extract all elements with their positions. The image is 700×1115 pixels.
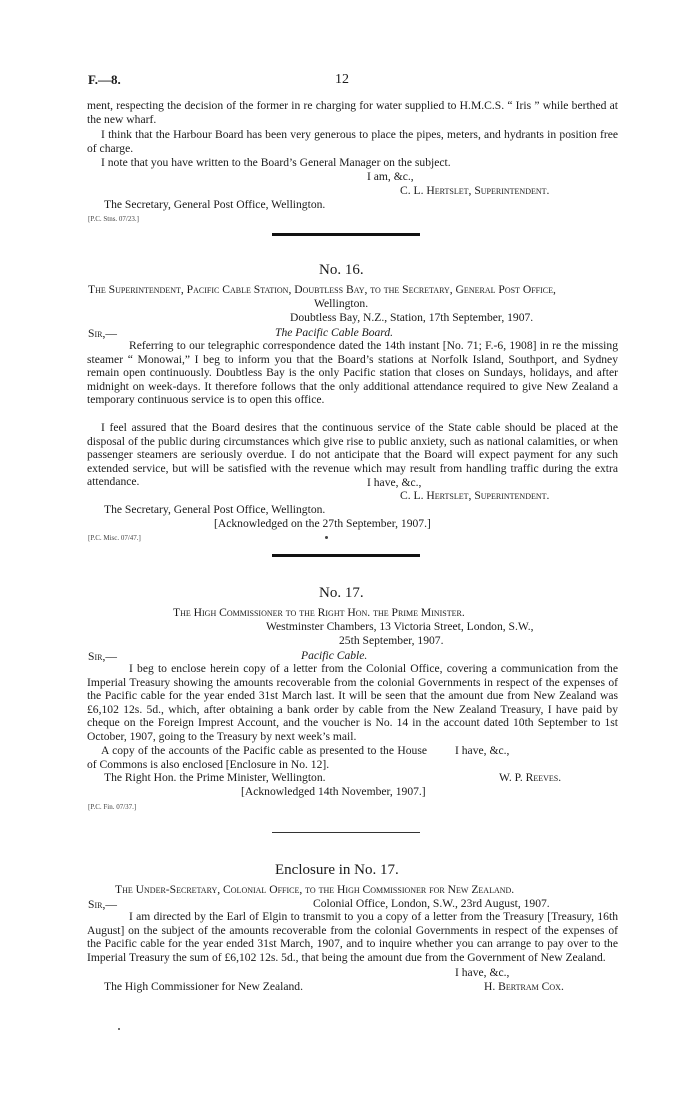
signature: C. L. Hertslet, Superintendent. — [400, 489, 550, 502]
paragraph: I note that you have written to the Board’s General Manager on the subject. — [101, 156, 451, 169]
subject: The Pacific Cable Board. — [275, 326, 394, 339]
addressee: The High Commissioner for New Zealand. — [104, 980, 303, 993]
paragraph: A copy of the accounts of the Pacific cable as presented to the House of Commons is also enclosed [Enclosure in No. 12]. — [87, 744, 427, 771]
addressee: The Secretary, General Post Office, Wellington. — [104, 198, 326, 211]
sender-text: The Superintendent, Pacific Cable Station, Doubtless Bay, to the Secretary, General Post Office, — [88, 283, 556, 296]
closing: I have, &c., — [367, 476, 422, 489]
section-divider — [272, 554, 420, 557]
paragraph: I feel assured that the Board desires that the continuous service of the State cable should be placed at the disposal of the public during circumstances which give rise to public anxiety, such as national calamities, or when passenger steamers are seriously overdue. I do not anticipate that the Board will expect payment for any such extended service, but will be satisfied with the revenue which may result from handling traffic during the extra attendance. — [87, 421, 618, 489]
acknowledgement: [Acknowledged 14th November, 1907.] — [241, 785, 426, 798]
paragraph: I am directed by the Earl of Elgin to transmit to you a copy of a letter from the Treasury [Treasury, 16th August] on the subject of the amounts recoverable from the colonial Governments in respect of the expenses of the Pacific cable for the year ended 31st March, 1907, and to inquire whether you can arrange to pay over to the Imperial Treasury the sum of £6,102 12s. 5d., that being the amount due from the Government of New Zealand. — [87, 910, 618, 964]
paragraph: I beg to enclose herein copy of a letter from the Colonial Office, covering a communication from the Imperial Treasury showing the amounts recoverable from the colonial Governments in respect of the expenses of the Pacific cable for the year ended 31st March last. It will be seen that the amount due from New Zealand was £6,102 12s. 5d., which, after obtaining a bank order by cable from the New Zealand Treasury, I have paid by cheque on the Foreign Imprest Account, and the voucher is No. 14 in the account dated 10th September to 1st October, 1907, going to the Treasury by next week’s mail. — [87, 662, 618, 743]
page-reference: F.—8. — [88, 72, 121, 87]
acknowledgement: [Acknowledged on the 27th September, 1907.] — [214, 517, 431, 530]
closing: I have, &c., — [455, 744, 510, 757]
subject: Pacific Cable. — [301, 649, 368, 662]
file-reference: [P.C. Fin. 07/37.] — [88, 803, 137, 811]
salutation: Sir,— — [88, 898, 117, 911]
place: Westminster Chambers, 13 Victoria Street, London, S.W., — [266, 620, 534, 633]
signature: W. P. Reeves. — [499, 771, 562, 784]
salutation: Sir,— — [88, 650, 117, 663]
addressee: The Secretary, General Post Office, Wellington. — [104, 503, 326, 516]
file-reference: [P.C. Misc. 07/47.] — [88, 534, 141, 542]
date: 25th September, 1907. — [339, 634, 444, 647]
section-divider — [272, 233, 420, 236]
signature: C. L. Hertslet, Superintendent. — [400, 184, 550, 197]
file-reference: [P.C. Stns. 07/23.] — [88, 215, 139, 223]
addressee: The Right Hon. the Prime Minister, Wellington. — [104, 771, 326, 784]
sender-line: The High Commissioner to the Right Hon. the Prime Minister. — [173, 606, 465, 619]
salutation: Sir,— — [88, 327, 117, 340]
ink-dot — [118, 1028, 120, 1030]
closing: I am, &c., — [367, 170, 414, 183]
sender-line — [88, 283, 556, 296]
sender-line: The Under-Secretary, Colonial Office, to the High Commissioner for New Zealand. — [115, 883, 515, 896]
section-heading: Enclosure in No. 17. — [275, 862, 399, 878]
paragraph: I think that the Harbour Board has been very generous to place the pipes, meters, and hydrants in position free of charge. — [87, 128, 618, 155]
place-date: Doubtless Bay, N.Z., Station, 17th September, 1907. — [290, 311, 534, 324]
place-date: Colonial Office, London, S.W., 23rd August, 1907. — [313, 897, 550, 910]
paragraph: Referring to our telegraphic correspondence dated the 14th instant [No. 71; F.-6, 1908] in re the missing steamer “ Monowai,” I beg to inform you that the Board’s stations at Norfolk Island, Southport, and Sydney remain open continuously. Doubtless Bay is the only Pacific station that closes on Sundays, holidays, and after midnight on week-days. It therefore follows that the only additional attendance required to give New Zealand a temporary continuous service is to open this office. — [87, 339, 618, 407]
section-heading: No. 17. — [319, 585, 364, 601]
signature: H. Bertram Cox. — [484, 980, 564, 993]
section-heading: No. 16. — [319, 262, 364, 278]
section-divider — [272, 832, 420, 833]
sender-line: Wellington. — [314, 297, 369, 310]
continued-paragraph: ment, respecting the decision of the former in re charging for water supplied to H.M.C.S. “ Iris ” while berthed at the new wharf. — [87, 99, 618, 126]
page-number: 12 — [335, 72, 349, 87]
closing: I have, &c., — [455, 966, 510, 979]
ink-dot — [325, 536, 328, 539]
